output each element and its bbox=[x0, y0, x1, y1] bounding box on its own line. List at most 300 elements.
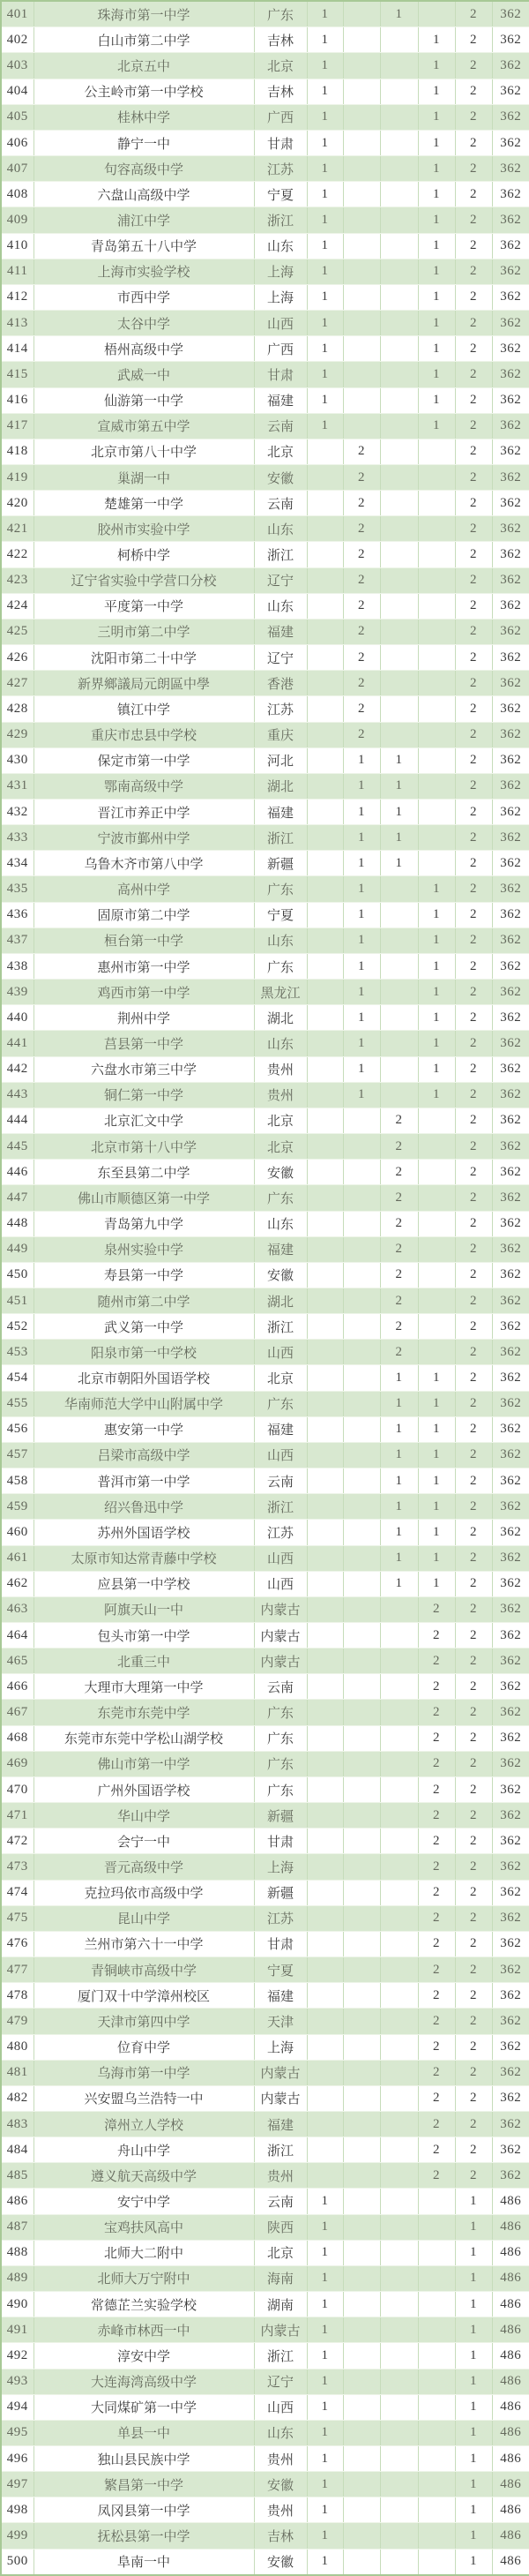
province-cell: 广东 bbox=[254, 953, 307, 979]
count-d-cell bbox=[418, 1, 455, 27]
rank-cell: 491 bbox=[1, 2317, 34, 2343]
table-row bbox=[1, 747, 529, 773]
count-d-cell: 2 bbox=[418, 1880, 455, 1905]
count-d-cell bbox=[418, 671, 455, 696]
total-cell: 2 bbox=[455, 800, 492, 825]
count-c-cell bbox=[380, 2265, 418, 2291]
count-a-cell bbox=[307, 645, 343, 671]
total-cell: 2 bbox=[455, 284, 492, 310]
school-name-cell: 东莞市东莞中学松山湖学校 bbox=[34, 1725, 254, 1751]
count-c-cell bbox=[380, 1056, 418, 1082]
table-row bbox=[1, 464, 529, 490]
count-d-cell: 1 bbox=[418, 27, 455, 53]
school-name-cell: 会宁一中 bbox=[34, 1829, 254, 1854]
table-row bbox=[1, 104, 529, 130]
table-row bbox=[1, 1905, 529, 1931]
table-row bbox=[1, 1623, 529, 1648]
school-name-cell: 昆山中学 bbox=[34, 1905, 254, 1931]
rank-cell: 425 bbox=[1, 619, 34, 644]
table-row bbox=[1, 567, 529, 593]
province-cell: 广东 bbox=[254, 1, 307, 27]
overall-rank-cell: 486 bbox=[492, 2265, 529, 2291]
count-c-cell bbox=[380, 1082, 418, 1108]
count-a-cell bbox=[307, 953, 343, 979]
total-cell: 2 bbox=[455, 79, 492, 104]
total-cell: 2 bbox=[455, 1262, 492, 1288]
province-cell: 山西 bbox=[254, 1545, 307, 1571]
total-cell: 2 bbox=[455, 619, 492, 644]
count-d-cell bbox=[418, 645, 455, 671]
count-c-cell: 2 bbox=[380, 1236, 418, 1262]
count-a-cell bbox=[307, 747, 343, 773]
total-cell: 1 bbox=[455, 2343, 492, 2369]
count-a-cell bbox=[307, 593, 343, 619]
count-a-cell bbox=[307, 567, 343, 593]
table-row bbox=[1, 27, 529, 53]
school-name-cell: 天津市第四中学 bbox=[34, 2009, 254, 2034]
count-b-cell bbox=[343, 1236, 380, 1262]
table-row bbox=[1, 1365, 529, 1391]
school-name-cell: 宁波市鄞州中学 bbox=[34, 825, 254, 851]
count-d-cell: 1 bbox=[418, 387, 455, 413]
count-b-cell bbox=[343, 27, 380, 53]
table-row bbox=[1, 1211, 529, 1236]
count-a-cell bbox=[307, 1288, 343, 1313]
total-cell: 1 bbox=[455, 2549, 492, 2575]
total-cell: 1 bbox=[455, 2369, 492, 2394]
rank-cell: 488 bbox=[1, 2240, 34, 2265]
total-cell: 1 bbox=[455, 2317, 492, 2343]
count-d-cell: 1 bbox=[418, 104, 455, 130]
total-cell: 1 bbox=[455, 2394, 492, 2420]
total-cell: 2 bbox=[455, 1674, 492, 1700]
school-name-cell: 六盘山高级中学 bbox=[34, 182, 254, 207]
count-c-cell bbox=[380, 619, 418, 644]
count-d-cell bbox=[418, 2523, 455, 2549]
table-row bbox=[1, 1056, 529, 1082]
count-a-cell bbox=[307, 1211, 343, 1236]
school-name-cell: 宣威市第五中学 bbox=[34, 413, 254, 439]
count-c-cell bbox=[380, 1623, 418, 1648]
school-name-cell: 赤峰市林西一中 bbox=[34, 2317, 254, 2343]
school-name-cell: 胶州市实验中学 bbox=[34, 516, 254, 542]
count-d-cell bbox=[418, 567, 455, 593]
school-name-cell: 抚松县第一中学 bbox=[34, 2523, 254, 2549]
count-d-cell bbox=[418, 696, 455, 722]
school-name-cell: 北京市朝阳外国语学校 bbox=[34, 1365, 254, 1391]
school-name-cell: 华山中学 bbox=[34, 1803, 254, 1829]
count-c-cell bbox=[380, 2317, 418, 2343]
count-b-cell: 1 bbox=[343, 980, 380, 1005]
school-name-cell: 常德芷兰实验学校 bbox=[34, 2292, 254, 2317]
table-row bbox=[1, 953, 529, 979]
school-name-cell: 独山县民族中学 bbox=[34, 2446, 254, 2472]
total-cell: 2 bbox=[455, 1134, 492, 1160]
rank-cell: 456 bbox=[1, 1416, 34, 1442]
count-a-cell: 1 bbox=[307, 2343, 343, 2369]
table-row bbox=[1, 2317, 529, 2343]
count-d-cell: 1 bbox=[418, 902, 455, 928]
count-a-cell: 1 bbox=[307, 2497, 343, 2523]
overall-rank-cell: 362 bbox=[492, 2085, 529, 2111]
count-b-cell: 2 bbox=[343, 516, 380, 542]
school-name-cell: 太原市知达常青藤中学校 bbox=[34, 1545, 254, 1571]
table-row bbox=[1, 542, 529, 567]
total-cell: 2 bbox=[455, 747, 492, 773]
count-d-cell: 1 bbox=[418, 362, 455, 387]
province-cell: 福建 bbox=[254, 1416, 307, 1442]
count-c-cell bbox=[380, 491, 418, 516]
count-a-cell: 1 bbox=[307, 2265, 343, 2291]
count-d-cell: 2 bbox=[418, 2085, 455, 2111]
count-c-cell: 1 bbox=[380, 1, 418, 27]
rank-cell: 465 bbox=[1, 1648, 34, 1674]
rank-cell: 405 bbox=[1, 104, 34, 130]
count-d-cell: 2 bbox=[418, 2060, 455, 2085]
count-d-cell bbox=[418, 2343, 455, 2369]
school-name-cell: 大理市大理第一中学 bbox=[34, 1674, 254, 1700]
count-b-cell bbox=[343, 2137, 380, 2163]
total-cell: 2 bbox=[455, 362, 492, 387]
count-b-cell: 1 bbox=[343, 902, 380, 928]
count-b-cell: 1 bbox=[343, 928, 380, 953]
count-b-cell bbox=[343, 1185, 380, 1211]
school-name-cell: 华南师范大学中山附属中学 bbox=[34, 1391, 254, 1416]
rank-cell: 420 bbox=[1, 491, 34, 516]
school-name-cell: 漳州立人学校 bbox=[34, 2111, 254, 2137]
rank-cell: 479 bbox=[1, 2009, 34, 2034]
overall-rank-cell: 362 bbox=[492, 1468, 529, 1494]
count-c-cell bbox=[380, 2034, 418, 2060]
overall-rank-cell: 362 bbox=[492, 1262, 529, 1288]
overall-rank-cell: 362 bbox=[492, 1185, 529, 1211]
total-cell: 1 bbox=[455, 2523, 492, 2549]
rank-cell: 442 bbox=[1, 1056, 34, 1082]
overall-rank-cell: 362 bbox=[492, 387, 529, 413]
overall-rank-cell: 362 bbox=[492, 1623, 529, 1648]
school-name-cell: 北重三中 bbox=[34, 1648, 254, 1674]
province-cell: 云南 bbox=[254, 2189, 307, 2214]
school-name-cell: 平度第一中学 bbox=[34, 593, 254, 619]
count-d-cell bbox=[418, 2420, 455, 2445]
province-cell: 浙江 bbox=[254, 1314, 307, 1340]
count-d-cell bbox=[418, 722, 455, 747]
overall-rank-cell: 362 bbox=[492, 284, 529, 310]
count-b-cell bbox=[343, 2394, 380, 2420]
count-b-cell bbox=[343, 1983, 380, 2009]
rank-cell: 449 bbox=[1, 1236, 34, 1262]
overall-rank-cell: 362 bbox=[492, 722, 529, 747]
table-row bbox=[1, 1468, 529, 1494]
count-d-cell: 1 bbox=[418, 1545, 455, 1571]
total-cell: 2 bbox=[455, 1391, 492, 1416]
rank-cell: 413 bbox=[1, 311, 34, 336]
count-c-cell bbox=[380, 2060, 418, 2085]
rank-cell: 460 bbox=[1, 1520, 34, 1545]
total-cell: 2 bbox=[455, 2137, 492, 2163]
count-c-cell bbox=[380, 2214, 418, 2240]
count-d-cell: 1 bbox=[418, 1520, 455, 1545]
school-name-cell: 乌海市第一中学 bbox=[34, 2060, 254, 2085]
rank-cell: 495 bbox=[1, 2420, 34, 2445]
count-a-cell: 1 bbox=[307, 2317, 343, 2343]
province-cell: 湖南 bbox=[254, 2292, 307, 2317]
count-c-cell: 2 bbox=[380, 1185, 418, 1211]
rank-cell: 492 bbox=[1, 2343, 34, 2369]
overall-rank-cell: 362 bbox=[492, 1005, 529, 1031]
count-c-cell bbox=[380, 464, 418, 490]
count-d-cell bbox=[418, 2214, 455, 2240]
count-d-cell: 1 bbox=[418, 207, 455, 233]
count-a-cell bbox=[307, 1494, 343, 1520]
count-a-cell bbox=[307, 1545, 343, 1571]
province-cell: 安徽 bbox=[254, 1262, 307, 1288]
table-row bbox=[1, 1494, 529, 1520]
table-row bbox=[1, 1957, 529, 1983]
count-b-cell bbox=[343, 1648, 380, 1674]
count-c-cell: 1 bbox=[380, 1442, 418, 1468]
count-a-cell bbox=[307, 1314, 343, 1340]
count-b-cell bbox=[343, 1494, 380, 1520]
count-a-cell bbox=[307, 1803, 343, 1829]
table-row bbox=[1, 825, 529, 851]
province-cell: 云南 bbox=[254, 413, 307, 439]
table-row bbox=[1, 2111, 529, 2137]
total-cell: 2 bbox=[455, 645, 492, 671]
overall-rank-cell: 486 bbox=[492, 2189, 529, 2214]
school-name-cell: 莒县第一中学 bbox=[34, 1031, 254, 1056]
rank-cell: 459 bbox=[1, 1494, 34, 1520]
table-row bbox=[1, 1931, 529, 1956]
school-name-cell: 寿县第一中学 bbox=[34, 1262, 254, 1288]
rank-cell: 455 bbox=[1, 1391, 34, 1416]
school-name-cell: 惠州市第一中学 bbox=[34, 953, 254, 979]
table-row bbox=[1, 1134, 529, 1160]
count-d-cell: 2 bbox=[418, 1905, 455, 1931]
count-c-cell: 1 bbox=[380, 851, 418, 876]
province-cell: 广东 bbox=[254, 1751, 307, 1776]
overall-rank-cell: 362 bbox=[492, 1545, 529, 1571]
count-d-cell: 1 bbox=[418, 130, 455, 155]
school-name-cell: 绍兴鲁迅中学 bbox=[34, 1494, 254, 1520]
school-name-cell: 珠海市第一中学 bbox=[34, 1, 254, 27]
count-d-cell: 1 bbox=[418, 53, 455, 79]
school-name-cell: 北京五中 bbox=[34, 53, 254, 79]
province-cell: 天津 bbox=[254, 2009, 307, 2034]
count-a-cell bbox=[307, 491, 343, 516]
table-row bbox=[1, 2137, 529, 2163]
count-b-cell: 2 bbox=[343, 619, 380, 644]
overall-rank-cell: 362 bbox=[492, 1700, 529, 1725]
count-d-cell: 2 bbox=[418, 2137, 455, 2163]
table-row bbox=[1, 182, 529, 207]
rank-cell: 487 bbox=[1, 2214, 34, 2240]
overall-rank-cell: 362 bbox=[492, 851, 529, 876]
total-cell: 2 bbox=[455, 773, 492, 799]
overall-rank-cell: 362 bbox=[492, 1288, 529, 1313]
total-cell: 2 bbox=[455, 1236, 492, 1262]
table-row bbox=[1, 2163, 529, 2189]
rank-cell: 481 bbox=[1, 2060, 34, 2085]
table-row bbox=[1, 53, 529, 79]
count-a-cell bbox=[307, 696, 343, 722]
school-name-cell: 桓台第一中学 bbox=[34, 928, 254, 953]
table-row bbox=[1, 1545, 529, 1571]
table-row bbox=[1, 2085, 529, 2111]
table-row bbox=[1, 722, 529, 747]
count-d-cell bbox=[418, 1314, 455, 1340]
province-cell: 广东 bbox=[254, 1776, 307, 1802]
rank-cell: 426 bbox=[1, 645, 34, 671]
province-cell: 甘肃 bbox=[254, 130, 307, 155]
province-cell: 浙江 bbox=[254, 825, 307, 851]
rank-cell: 498 bbox=[1, 2497, 34, 2523]
count-a-cell bbox=[307, 1340, 343, 1365]
count-b-cell bbox=[343, 1520, 380, 1545]
province-cell: 新疆 bbox=[254, 851, 307, 876]
school-name-cell: 沈阳市第二十中学 bbox=[34, 645, 254, 671]
province-cell: 海南 bbox=[254, 2265, 307, 2291]
total-cell: 2 bbox=[455, 1803, 492, 1829]
count-a-cell bbox=[307, 2111, 343, 2137]
overall-rank-cell: 362 bbox=[492, 1160, 529, 1185]
overall-rank-cell: 362 bbox=[492, 1905, 529, 1931]
school-name-cell: 北师大万宁附中 bbox=[34, 2265, 254, 2291]
total-cell: 2 bbox=[455, 2009, 492, 2034]
school-name-cell: 宝鸡扶风高中 bbox=[34, 2214, 254, 2240]
province-cell: 吉林 bbox=[254, 2523, 307, 2549]
school-name-cell: 单县一中 bbox=[34, 2420, 254, 2445]
rank-cell: 411 bbox=[1, 259, 34, 284]
count-c-cell bbox=[380, 130, 418, 155]
count-b-cell bbox=[343, 104, 380, 130]
count-a-cell bbox=[307, 1931, 343, 1956]
count-c-cell: 2 bbox=[380, 1160, 418, 1185]
total-cell: 2 bbox=[455, 1108, 492, 1133]
province-cell: 浙江 bbox=[254, 1494, 307, 1520]
school-name-cell: 凤冈县第一中学 bbox=[34, 2497, 254, 2523]
count-b-cell: 1 bbox=[343, 1056, 380, 1082]
province-cell: 广西 bbox=[254, 336, 307, 362]
province-cell: 福建 bbox=[254, 2111, 307, 2137]
overall-rank-cell: 362 bbox=[492, 27, 529, 53]
count-a-cell bbox=[307, 1829, 343, 1854]
school-name-cell: 北师大二附中 bbox=[34, 2240, 254, 2265]
table-row bbox=[1, 2189, 529, 2214]
count-d-cell: 2 bbox=[418, 1983, 455, 2009]
rank-cell: 476 bbox=[1, 1931, 34, 1956]
table-row bbox=[1, 1082, 529, 1108]
count-c-cell bbox=[380, 182, 418, 207]
province-cell: 安徽 bbox=[254, 2472, 307, 2497]
province-cell: 上海 bbox=[254, 259, 307, 284]
count-b-cell bbox=[343, 130, 380, 155]
total-cell: 2 bbox=[455, 491, 492, 516]
school-name-cell: 浦江中学 bbox=[34, 207, 254, 233]
count-a-cell bbox=[307, 1957, 343, 1983]
total-cell: 2 bbox=[455, 207, 492, 233]
count-c-cell bbox=[380, 2420, 418, 2445]
count-d-cell: 1 bbox=[418, 1442, 455, 1468]
count-c-cell bbox=[380, 542, 418, 567]
count-d-cell bbox=[418, 773, 455, 799]
count-b-cell: 1 bbox=[343, 747, 380, 773]
rank-cell: 427 bbox=[1, 671, 34, 696]
count-c-cell: 2 bbox=[380, 1340, 418, 1365]
school-name-cell: 楚雄第一中学 bbox=[34, 491, 254, 516]
province-cell: 浙江 bbox=[254, 2137, 307, 2163]
count-c-cell bbox=[380, 1776, 418, 1802]
province-cell: 湖北 bbox=[254, 773, 307, 799]
province-cell: 内蒙古 bbox=[254, 2317, 307, 2343]
total-cell: 2 bbox=[455, 1880, 492, 1905]
overall-rank-cell: 362 bbox=[492, 182, 529, 207]
table-row bbox=[1, 1520, 529, 1545]
table-row bbox=[1, 1288, 529, 1313]
count-a-cell: 1 bbox=[307, 2369, 343, 2394]
total-cell: 2 bbox=[455, 593, 492, 619]
count-c-cell bbox=[380, 311, 418, 336]
count-b-cell bbox=[343, 2085, 380, 2111]
province-cell: 北京 bbox=[254, 1134, 307, 1160]
province-cell: 山东 bbox=[254, 1031, 307, 1056]
count-d-cell: 2 bbox=[418, 1700, 455, 1725]
province-cell: 贵州 bbox=[254, 2497, 307, 2523]
school-name-cell: 辽宁省实验中学营口分校 bbox=[34, 567, 254, 593]
school-name-cell: 巢湖一中 bbox=[34, 464, 254, 490]
count-b-cell bbox=[343, 1905, 380, 1931]
count-b-cell bbox=[343, 1134, 380, 1160]
total-cell: 1 bbox=[455, 2189, 492, 2214]
count-c-cell bbox=[380, 1700, 418, 1725]
overall-rank-cell: 362 bbox=[492, 825, 529, 851]
table-row bbox=[1, 156, 529, 182]
count-c-cell: 1 bbox=[380, 1571, 418, 1596]
count-d-cell: 2 bbox=[418, 1854, 455, 1880]
overall-rank-cell: 362 bbox=[492, 464, 529, 490]
count-d-cell: 1 bbox=[418, 876, 455, 902]
province-cell: 辽宁 bbox=[254, 645, 307, 671]
total-cell: 2 bbox=[455, 1648, 492, 1674]
school-name-cell: 东至县第二中学 bbox=[34, 1160, 254, 1185]
count-c-cell bbox=[380, 2240, 418, 2265]
count-c-cell bbox=[380, 2394, 418, 2420]
count-c-cell: 1 bbox=[380, 1494, 418, 1520]
province-cell: 内蒙古 bbox=[254, 2085, 307, 2111]
table-row bbox=[1, 1262, 529, 1288]
count-a-cell bbox=[307, 980, 343, 1005]
count-b-cell bbox=[343, 1211, 380, 1236]
rank-cell: 435 bbox=[1, 876, 34, 902]
overall-rank-cell: 486 bbox=[492, 2343, 529, 2369]
count-a-cell bbox=[307, 671, 343, 696]
count-d-cell: 1 bbox=[418, 284, 455, 310]
rank-cell: 440 bbox=[1, 1005, 34, 1031]
count-b-cell: 1 bbox=[343, 1082, 380, 1108]
count-d-cell: 2 bbox=[418, 1751, 455, 1776]
count-c-cell bbox=[380, 413, 418, 439]
rank-cell: 428 bbox=[1, 696, 34, 722]
count-a-cell bbox=[307, 1134, 343, 1160]
total-cell: 2 bbox=[455, 1776, 492, 1802]
overall-rank-cell: 362 bbox=[492, 1416, 529, 1442]
overall-rank-cell: 362 bbox=[492, 1648, 529, 1674]
count-c-cell bbox=[380, 259, 418, 284]
table-row bbox=[1, 1854, 529, 1880]
overall-rank-cell: 362 bbox=[492, 1340, 529, 1365]
school-name-cell: 鸡西市第一中学 bbox=[34, 980, 254, 1005]
school-name-cell: 上海市实验学校 bbox=[34, 259, 254, 284]
